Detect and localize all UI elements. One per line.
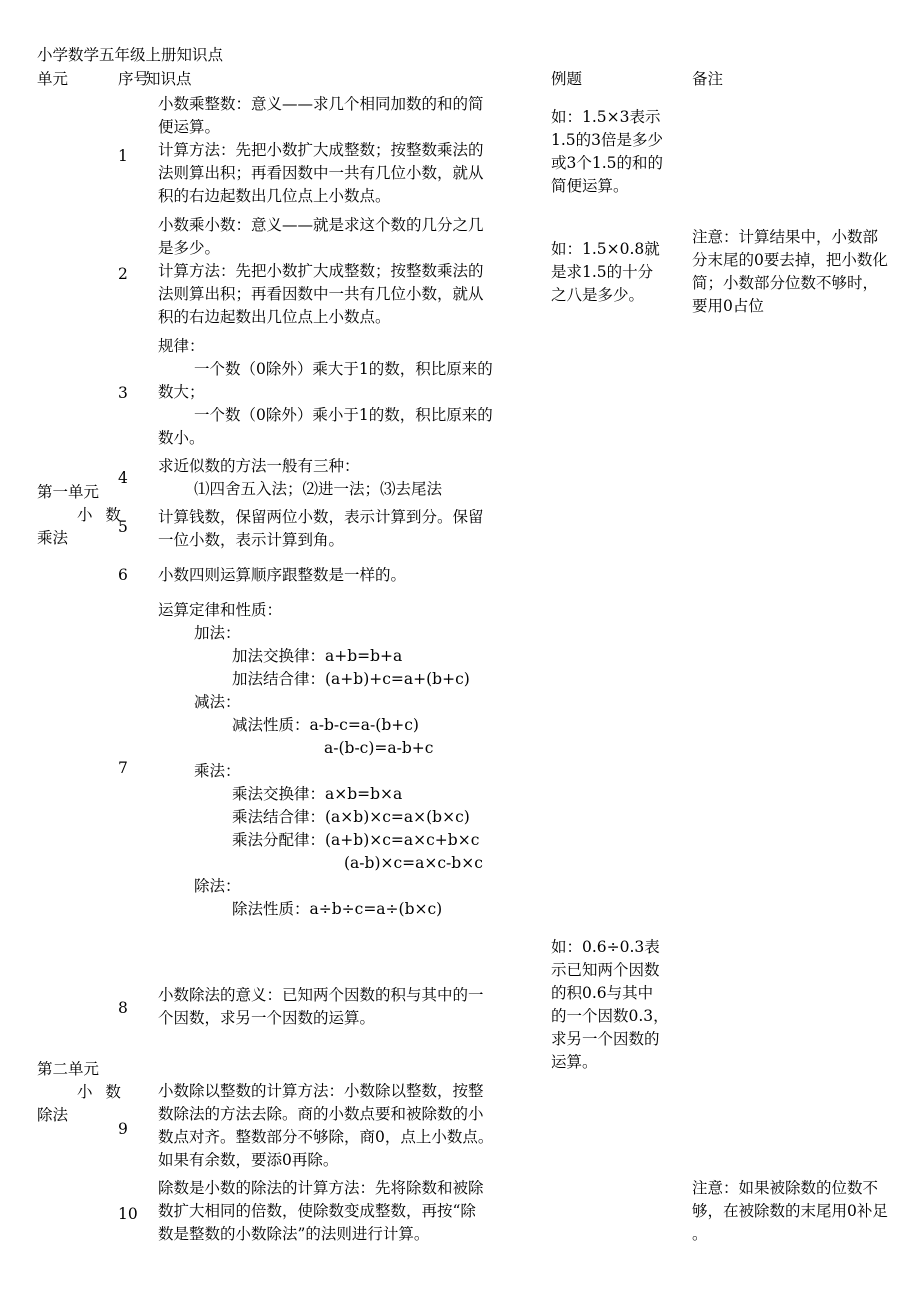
document-title: 小学数学五年级上册知识点 [37,46,224,64]
example-line: 求另一个因数的 [551,1030,660,1048]
row-seq: 6 [118,566,128,584]
row-seq: 4 [118,469,128,487]
knowledge-line: 乘法交换律：a×b=b×a [232,785,403,803]
note-line: 简；小数部分位数不够时， [692,274,879,292]
unit-label-1 [37,481,125,550]
knowledge-line: 便运算。 [158,118,221,136]
knowledge-line: a-(b-c)=a-b+c [324,739,434,757]
knowledge-line: 小数四则运算顺序跟整数是一样的。 [158,566,407,584]
knowledge-line: 求近似数的方法一般有三种： [158,457,360,475]
unit-line: 小 数 [77,506,125,524]
example-line: 如：1.5×0.8就 [551,240,660,258]
unit-line: 第二单元 [37,1060,100,1078]
knowledge-line: 数点对齐。整数部分不够除，商0，点上小数点。 [158,1128,494,1146]
example-cell [551,106,691,198]
example-line: 的积0.6与其中 [551,984,654,1002]
knowledge-line: 乘法结合律：(a×b)×c=a×(b×c) [232,808,470,826]
row-seq: 9 [118,1120,128,1138]
knowledge-line: 积的右边起数出几位点上小数点。 [158,187,391,205]
example-line: 之八是多少。 [551,286,645,304]
knowledge-line: 小数乘整数：意义——求几个相同加数的和的简 [158,95,484,113]
example-line: 或3个1.5的和的 [551,154,664,172]
knowledge-cell [158,214,550,329]
knowledge-line: 加法： [194,624,241,642]
note-line: 分末尾的0要去掉，把小数化 [692,251,888,269]
knowledge-cell [158,455,550,501]
example-line: 如：0.6÷0.3表 [551,938,660,956]
knowledge-line: 数大； [158,383,205,401]
knowledge-line: 小数乘小数：意义——就是求这个数的几分之几 [158,216,484,234]
knowledge-line: 运算定律和性质： [158,601,283,619]
unit-line: 乘法 [37,529,69,547]
note-cell [692,1177,920,1246]
unit-line: 除法 [37,1106,69,1124]
knowledge-line: 数扩大相同的倍数，使除数变成整数，再按“除 [158,1202,476,1220]
example-cell [551,238,691,307]
example-line: 如：1.5×3表示 [551,108,661,126]
header-seq: 序号 [118,70,150,88]
note-line: 注意：计算结果中，小数部 [692,228,879,246]
knowledge-line: 一位小数，表示计算到角。 [158,531,345,549]
row-seq: 10 [118,1205,138,1223]
note-line: 要用0占位 [692,297,764,315]
knowledge-line: 法则算出积；再看因数中一共有几位小数，就从 [158,285,484,303]
knowledge-line: 数小。 [158,429,205,447]
row-seq: 7 [118,759,128,777]
header-note: 备注 [692,70,724,88]
knowledge-line: ⑴四舍五入法；⑵进一法；⑶去尾法 [194,480,443,498]
knowledge-cell [158,335,550,450]
header-knowledge: 知识点 [145,70,192,88]
knowledge-line: 一个数（0除外）乘大于1的数，积比原来的 [194,360,493,378]
row-seq: 3 [118,384,128,402]
knowledge-line: 乘法分配律：(a+b)×c=a×c+b×c [232,831,480,849]
knowledge-line: 是多少。 [158,239,221,257]
unit-label-2 [37,1058,125,1127]
knowledge-line: 计算钱数，保留两位小数，表示计算到分。保留 [158,508,484,526]
knowledge-line: 乘法： [194,762,241,780]
knowledge-line: 小数除以整数的计算方法：小数除以整数，按整 [158,1082,484,1100]
knowledge-line: 法则算出积；再看因数中一共有几位小数，就从 [158,164,484,182]
example-cell [551,936,691,1074]
example-line: 的一个因数0.3， [551,1007,669,1025]
note-line: 注意：如果被除数的位数不 [692,1179,879,1197]
knowledge-line: 除数是小数的除法的计算方法：先将除数和被除 [158,1179,484,1197]
note-cell [692,226,920,318]
note-line: 。 [692,1225,708,1243]
knowledge-line: 加法交换律：a+b=b+a [232,647,403,665]
example-line: 运算。 [551,1053,598,1071]
knowledge-line: 减法性质：a-b-c=a-(b+c) [232,716,419,734]
knowledge-line: 小数除法的意义：已知两个因数的积与其中的一 [158,986,484,1004]
knowledge-line: 计算方法：先把小数扩大成整数；按整数乘法的 [158,141,484,159]
row-seq: 8 [118,999,128,1017]
knowledge-line: 个因数，求另一个因数的运算。 [158,1009,376,1027]
note-line: 够，在被除数的末尾用0补足 [692,1202,888,1220]
knowledge-line: 数除法的方法去除。商的小数点要和被除数的小 [158,1105,484,1123]
knowledge-line: 除法： [194,877,241,895]
knowledge-cell [158,984,550,1030]
row-seq: 1 [118,147,128,165]
row-seq: 5 [118,518,128,536]
example-line: 简便运算。 [551,177,629,195]
knowledge-cell [158,599,550,921]
unit-line: 第一单元 [37,483,100,501]
header-example: 例题 [551,70,583,88]
knowledge-cell [158,1080,550,1172]
knowledge-line: 数是整数的小数除法”的法则进行计算。 [158,1225,430,1243]
knowledge-line: 计算方法：先把小数扩大成整数；按整数乘法的 [158,262,484,280]
unit-line: 小 数 [77,1083,125,1101]
header-unit: 单元 [37,70,69,88]
knowledge-cell [158,564,550,587]
knowledge-cell [158,506,550,552]
knowledge-line: (a-b)×c=a×c-b×c [344,854,483,872]
example-line: 1.5的3倍是多少 [551,131,664,149]
example-line: 示已知两个因数 [551,961,660,979]
row-seq: 2 [118,265,128,283]
example-line: 是求1.5的十分 [551,263,654,281]
knowledge-line: 积的右边起数出几位点上小数点。 [158,308,391,326]
knowledge-line: 除法性质：a÷b÷c=a÷(b×c) [232,900,443,918]
knowledge-line: 规律： [158,337,205,355]
knowledge-line: 减法： [194,693,241,711]
knowledge-line: 加法结合律：(a+b)+c=a+(b+c) [232,670,470,688]
knowledge-cell [158,93,550,208]
knowledge-line: 如果有余数，要添0再除。 [158,1151,339,1169]
knowledge-line: 一个数（0除外）乘小于1的数，积比原来的 [194,406,493,424]
knowledge-cell [158,1177,550,1246]
